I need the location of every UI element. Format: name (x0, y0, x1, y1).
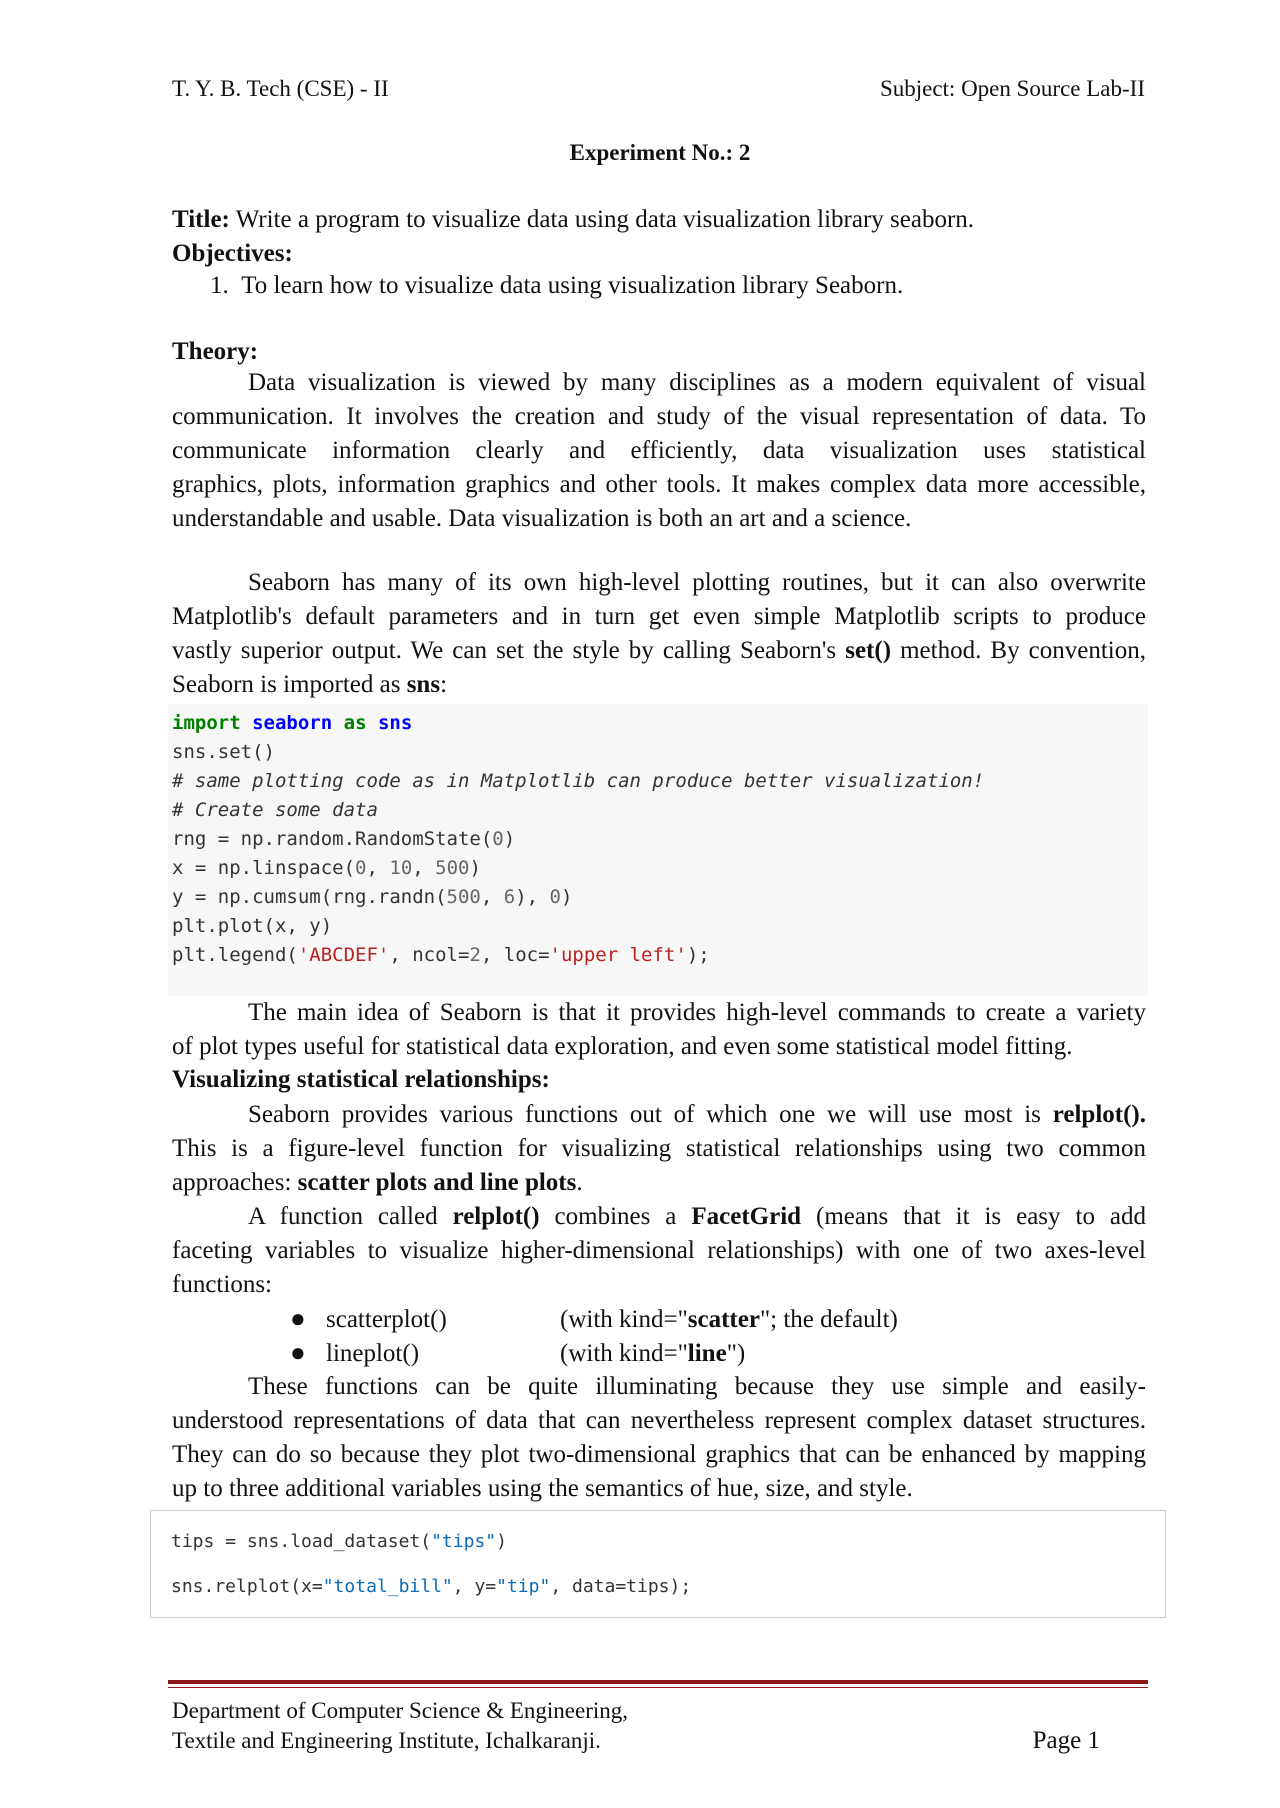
code-block-relplot (150, 1510, 1166, 1618)
facetgrid-paragraph (172, 1200, 1146, 1302)
footer-divider (168, 1687, 1148, 1688)
text-line: up to three additional variables using the semantics of hue, size, and style. (172, 1475, 913, 1502)
text-line: Data visualization is viewed by many disciplines as a modern equivalent of visual (248, 369, 1146, 396)
text-line: communication. It involves the creation and study of the visual representation of data. To (172, 403, 1146, 430)
title-label: Title: (172, 206, 230, 233)
function-name: scatterplot() (326, 1306, 447, 1333)
title-text: Write a program to visualize data using data visualization library seaborn. (235, 206, 975, 233)
function-kind: (with kind="line") (560, 1340, 746, 1367)
text-line: understandable and usable. Data visualization is both an art and a science. (172, 505, 912, 532)
footer-divider (168, 1680, 1148, 1684)
approaches-term: scatter plots and line plots (297, 1169, 577, 1196)
bullet-icon: ● (290, 1304, 306, 1333)
text-line: vastly superior output. We can set the style by calling Seaborn's set() method. By convention, (172, 637, 1146, 664)
sns-alias: sns (406, 671, 441, 698)
page-number: Page 1 (1032, 1727, 1100, 1754)
code-comment: # same plotting code as in Matplotlib can produce better visualization! (172, 770, 985, 792)
text-line: Matplotlib's default parameters and in turn get even simple Matplotlib scripts to produce (172, 603, 1146, 630)
text-line: A function called relplot() combines a FacetGrid (means that it is easy to add (248, 1203, 1146, 1230)
theory-paragraph-2 (172, 566, 1146, 702)
text-line: communicate information clearly and efficiently, data visualization uses statistical (172, 437, 1146, 464)
relplot-paragraph (172, 1098, 1146, 1200)
function-kind: (with kind="scatter"; the default) (560, 1306, 898, 1333)
relplot-term: relplot() (452, 1203, 540, 1230)
relplot-term: relplot(). (1052, 1101, 1146, 1128)
text-line: understood representations of data that can nevertheless represent complex dataset structures. (172, 1407, 1146, 1434)
text-line: This is a figure-level function for visualizing statistical relationships using two common (172, 1135, 1146, 1162)
code-line: x = np.linspace(0, 10, 500) (172, 857, 481, 879)
code-block-seaborn-setup (168, 704, 1148, 996)
theory-label: Theory: (172, 338, 259, 365)
code-comment: # Create some data (172, 799, 378, 821)
text-line: faceting variables to visualize higher-dimensional relationships) with one of two axes-level (172, 1237, 1146, 1264)
text-line: functions: (172, 1271, 272, 1298)
text-line: They can do so because they plot two-dimensional graphics that can be enhanced by mapping (172, 1441, 1146, 1468)
text-line: of plot types useful for statistical data exploration, and even some statistical model fitting. (172, 1033, 1073, 1060)
text-line: These functions can be quite illuminating because they use simple and easily- (248, 1373, 1146, 1400)
code-line: tips = sns.load_dataset("tips") (171, 1531, 507, 1552)
semantics-paragraph (172, 1370, 1146, 1506)
text-line: The main idea of Seaborn is that it provides high-level commands to create a variety (248, 999, 1146, 1026)
header-course: T. Y. B. Tech (CSE) - II (172, 76, 389, 101)
header-subject: Subject: Open Source Lab-II (879, 76, 1145, 101)
theory-paragraph-1 (172, 366, 1146, 536)
code-line: rng = np.random.RandomState(0) (172, 828, 516, 850)
code-line: plt.legend('ABCDEF', ncol=2, loc='upper left'); (172, 944, 710, 966)
text-line: graphics, plots, information graphics and other tools. It makes complex data more accessible, (172, 471, 1146, 498)
objectives-label: Objectives: (172, 240, 293, 267)
text-line: approaches: scatter plots and line plots. (172, 1169, 583, 1196)
section-heading: Visualizing statistical relationships: (172, 1066, 550, 1093)
code-line: sns.relplot(x="total_bill", y="tip", data=tips); (171, 1576, 692, 1597)
objective-item-1: 1. To learn how to visualize data using visualization library Seaborn. (210, 272, 904, 299)
text-line: Seaborn has many of its own high-level plotting routines, but it can also overwrite (248, 569, 1146, 596)
code-line: import seaborn as sns (172, 712, 413, 734)
code-line: sns.set() (172, 741, 275, 763)
main-idea-paragraph (172, 996, 1146, 1064)
footer-department: Department of Computer Science & Engineering, (172, 1698, 629, 1723)
text-line: Seaborn provides various functions out of which one we will use most is relplot(). (248, 1101, 1146, 1128)
text-line: Seaborn is imported as sns: (172, 671, 448, 698)
function-name: lineplot() (326, 1340, 420, 1367)
code-line: plt.plot(x, y) (172, 915, 333, 937)
experiment-number: Experiment No.: 2 (569, 140, 751, 165)
code-line: y = np.cumsum(rng.randn(500, 6), 0) (172, 886, 573, 908)
bullet-icon: ● (290, 1338, 306, 1367)
set-method: set() (845, 637, 892, 664)
title-line (172, 206, 1146, 234)
facetgrid-term: FacetGrid (691, 1203, 802, 1230)
footer-institute: Textile and Engineering Institute, Ichalkaranji. (172, 1728, 601, 1753)
